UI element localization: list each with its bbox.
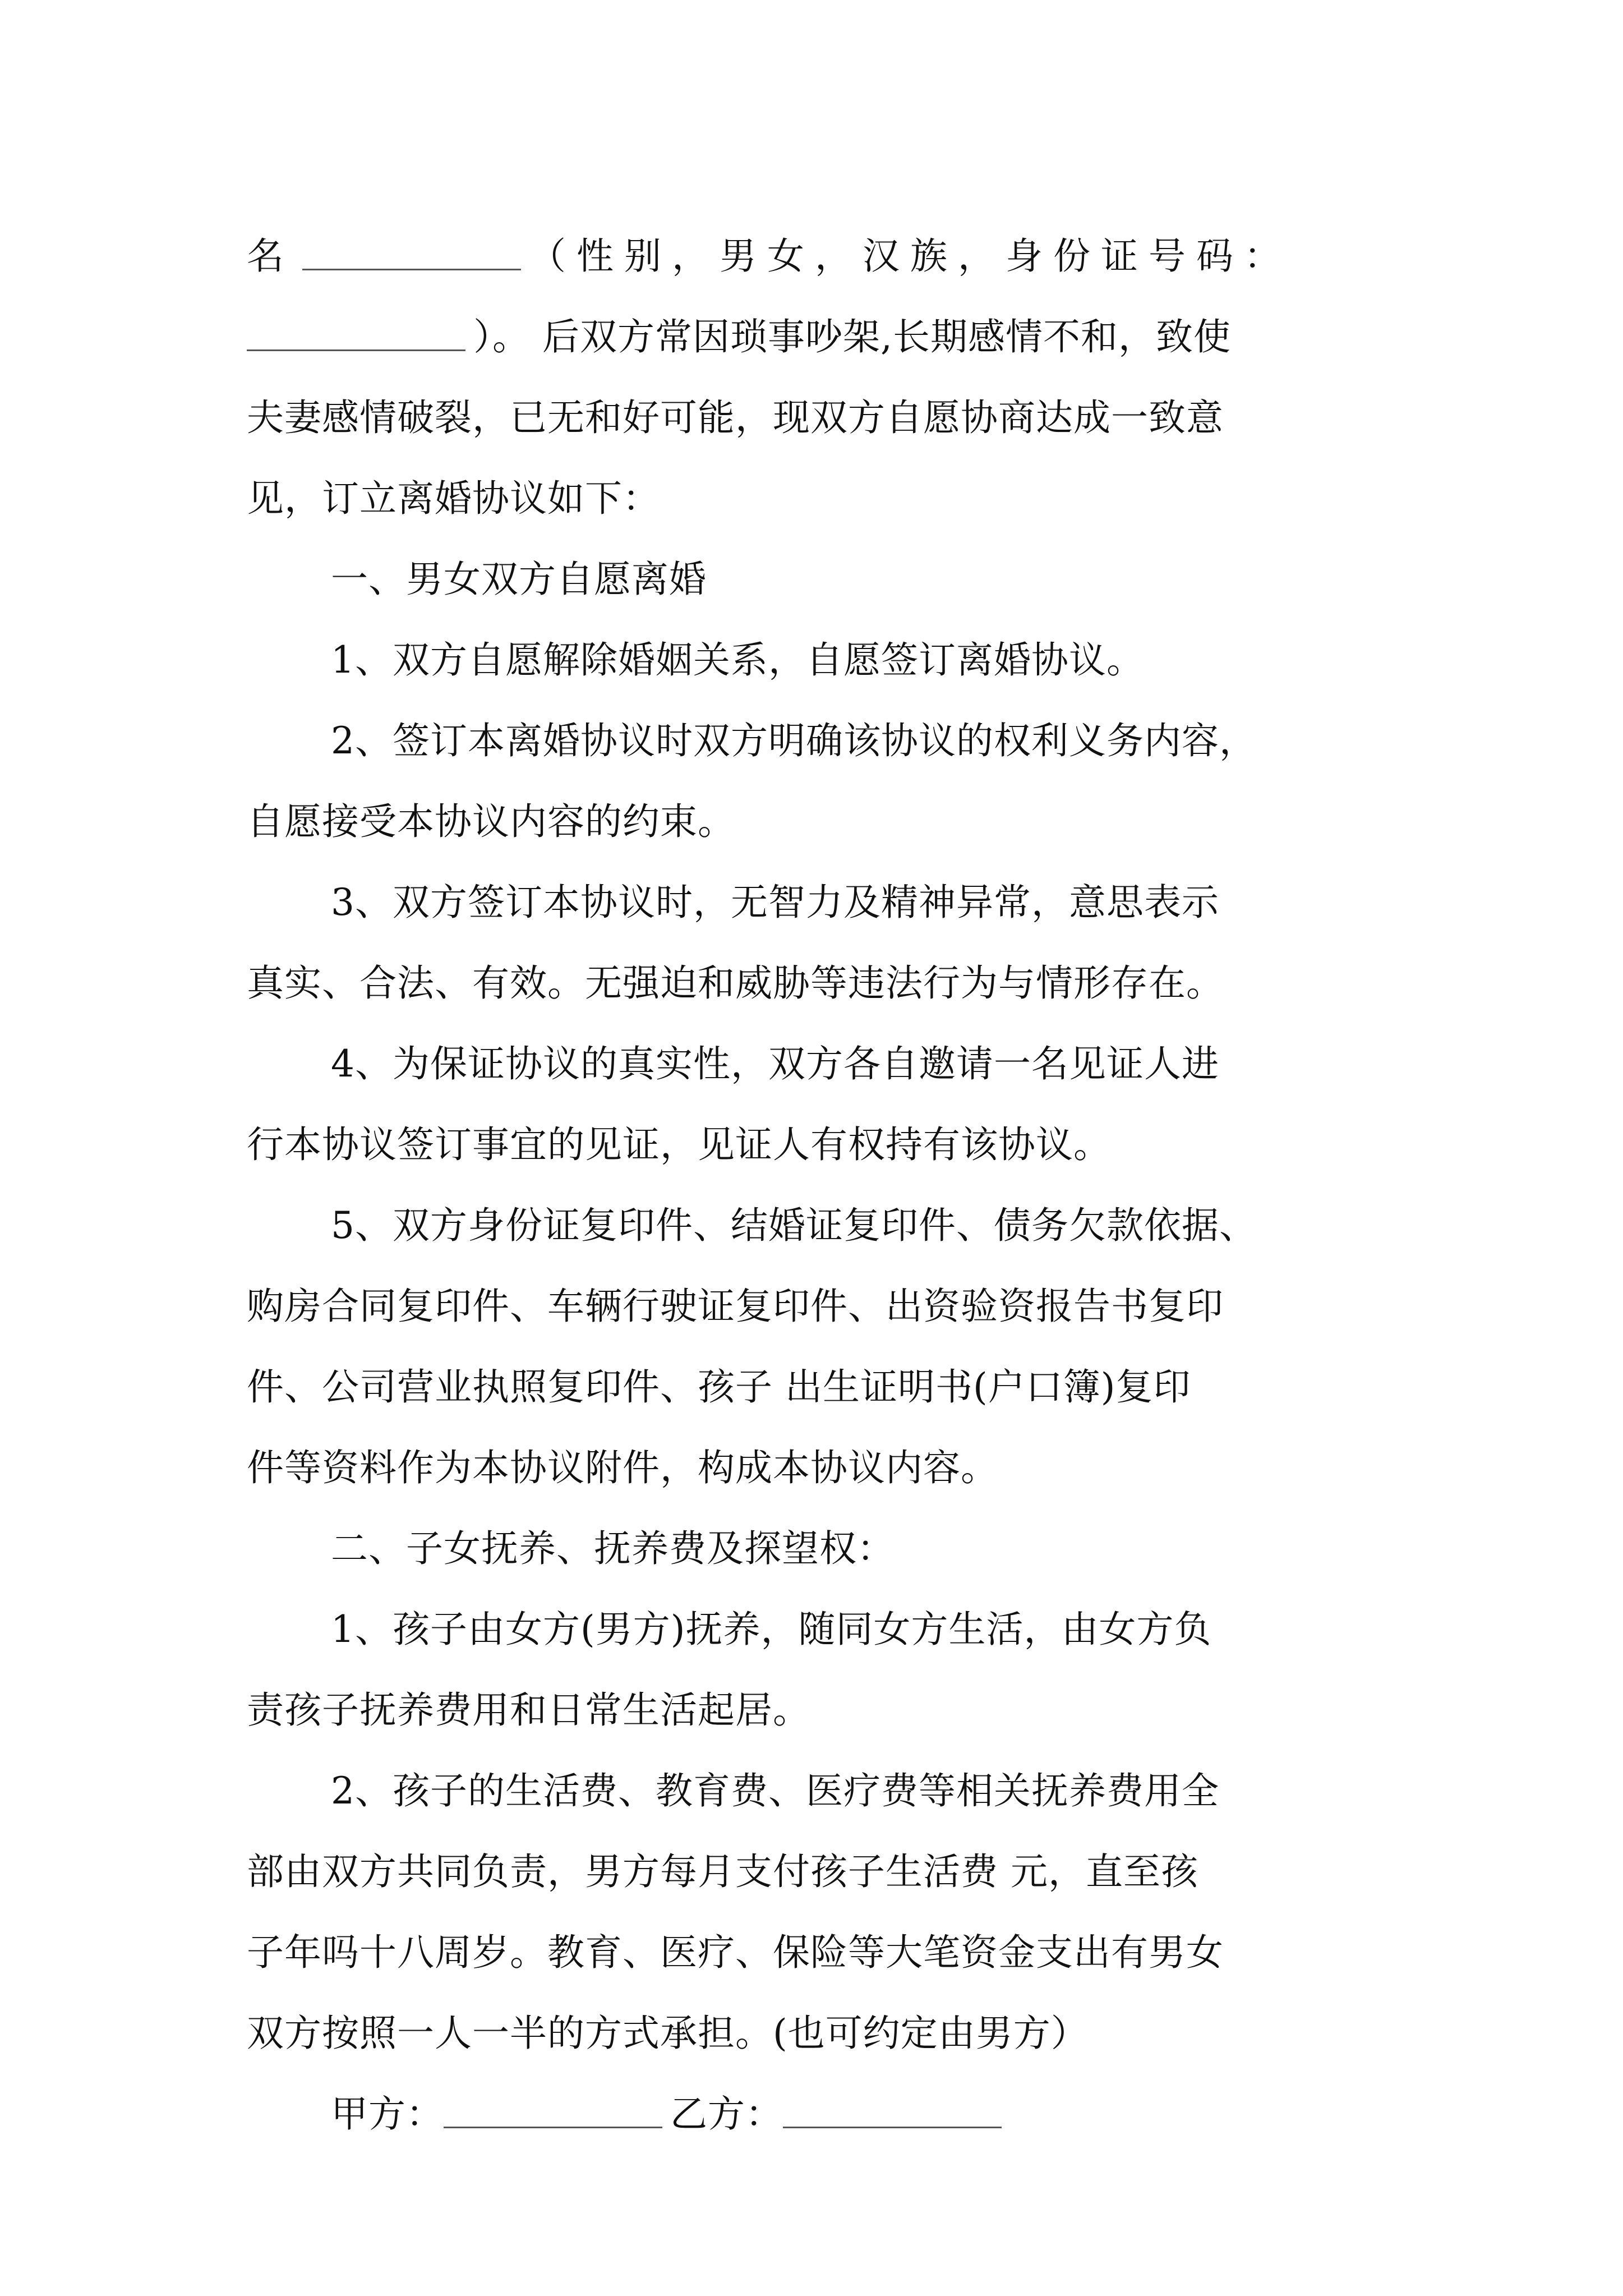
clause-line: 2、孩子的生活费、教育费、医疗费等相关抚养费用全 (331, 1769, 1219, 1812)
party-a-signature-blank (444, 2124, 662, 2128)
party-b-label: 乙方： (670, 2092, 783, 2136)
clause-line: 子年吗十八周岁。教育、医疗、保险等大笔资金支出有男女 (247, 1931, 1224, 1974)
clause-line: 1、孩子由女方(男方)抚养，随同女方生活，由女方负 (331, 1608, 1212, 1651)
clause-line: 部由双方共同负责，男方每月支付孩子生活费 元，直至孩 (247, 1850, 1198, 1893)
clause-line: 3、双方签订本协议时，无智力及精神异常，意思表示 (331, 881, 1219, 924)
clause-line: 购房合同复印件、车辆行驶证复印件、出资验资报告书复印 (247, 1285, 1224, 1328)
text-line (247, 297, 1385, 378)
clause-line: 件、公司营业执照复印件、孩子 出生证明书(户口簿)复印 (247, 1365, 1191, 1409)
text-line (247, 216, 1385, 297)
clause-line: 行本协议签订事宜的见证，见证人有权持有该协议。 (247, 1123, 1111, 1166)
clause-line: 1、双方自愿解除婚姻关系，自愿签订离婚协议。 (331, 638, 1144, 682)
clause-line: 2、签订本离婚协议时双方明确该协议的权利义务内容， (331, 719, 1257, 762)
clause-line: 责孩子抚养费用和日常生活起居。 (247, 1688, 810, 1732)
signature-line (247, 2074, 1385, 2155)
fill-in-blank (302, 266, 521, 270)
clause-line: 真实、合法、有效。无强迫和威胁等违法行为与情形存在。 (247, 961, 1224, 1005)
fill-in-blank (247, 347, 465, 351)
text-line: 见，订立离婚协议如下： (247, 477, 660, 520)
section-heading: 二、子女抚养、抚养费及探望权： (331, 1527, 895, 1570)
text-fragment: 名 (247, 234, 294, 278)
party-a-label: 甲方： (331, 2092, 444, 2136)
document-body (247, 216, 1385, 2155)
clause-line: 双方按照一人一半的方式承担。(也可约定由男方） (247, 2012, 1089, 2055)
clause-line: 5、双方身份证复印件、结婚证复印件、债务欠款依据、 (331, 1204, 1257, 1247)
clause-line: 4、为保证协议的真实性，双方各自邀请一名见证人进 (331, 1042, 1219, 1085)
clause-line: 自愿接受本协议内容的约束。 (247, 800, 735, 843)
text-fragment: （性别，男女，汉族，身份证号码： (529, 234, 1292, 278)
text-line: 夫妻感情破裂，已无和好可能，现双方自愿协商达成一致意 (247, 396, 1224, 439)
section-heading: 一、男女双方自愿离婚 (331, 558, 707, 601)
party-b-signature-blank (783, 2124, 1002, 2128)
clause-line: 件等资料作为本协议附件，构成本协议内容。 (247, 1446, 998, 1489)
text-fragment: ）。 后双方常因琐事吵架,长期感情不和，致使 (473, 315, 1231, 358)
